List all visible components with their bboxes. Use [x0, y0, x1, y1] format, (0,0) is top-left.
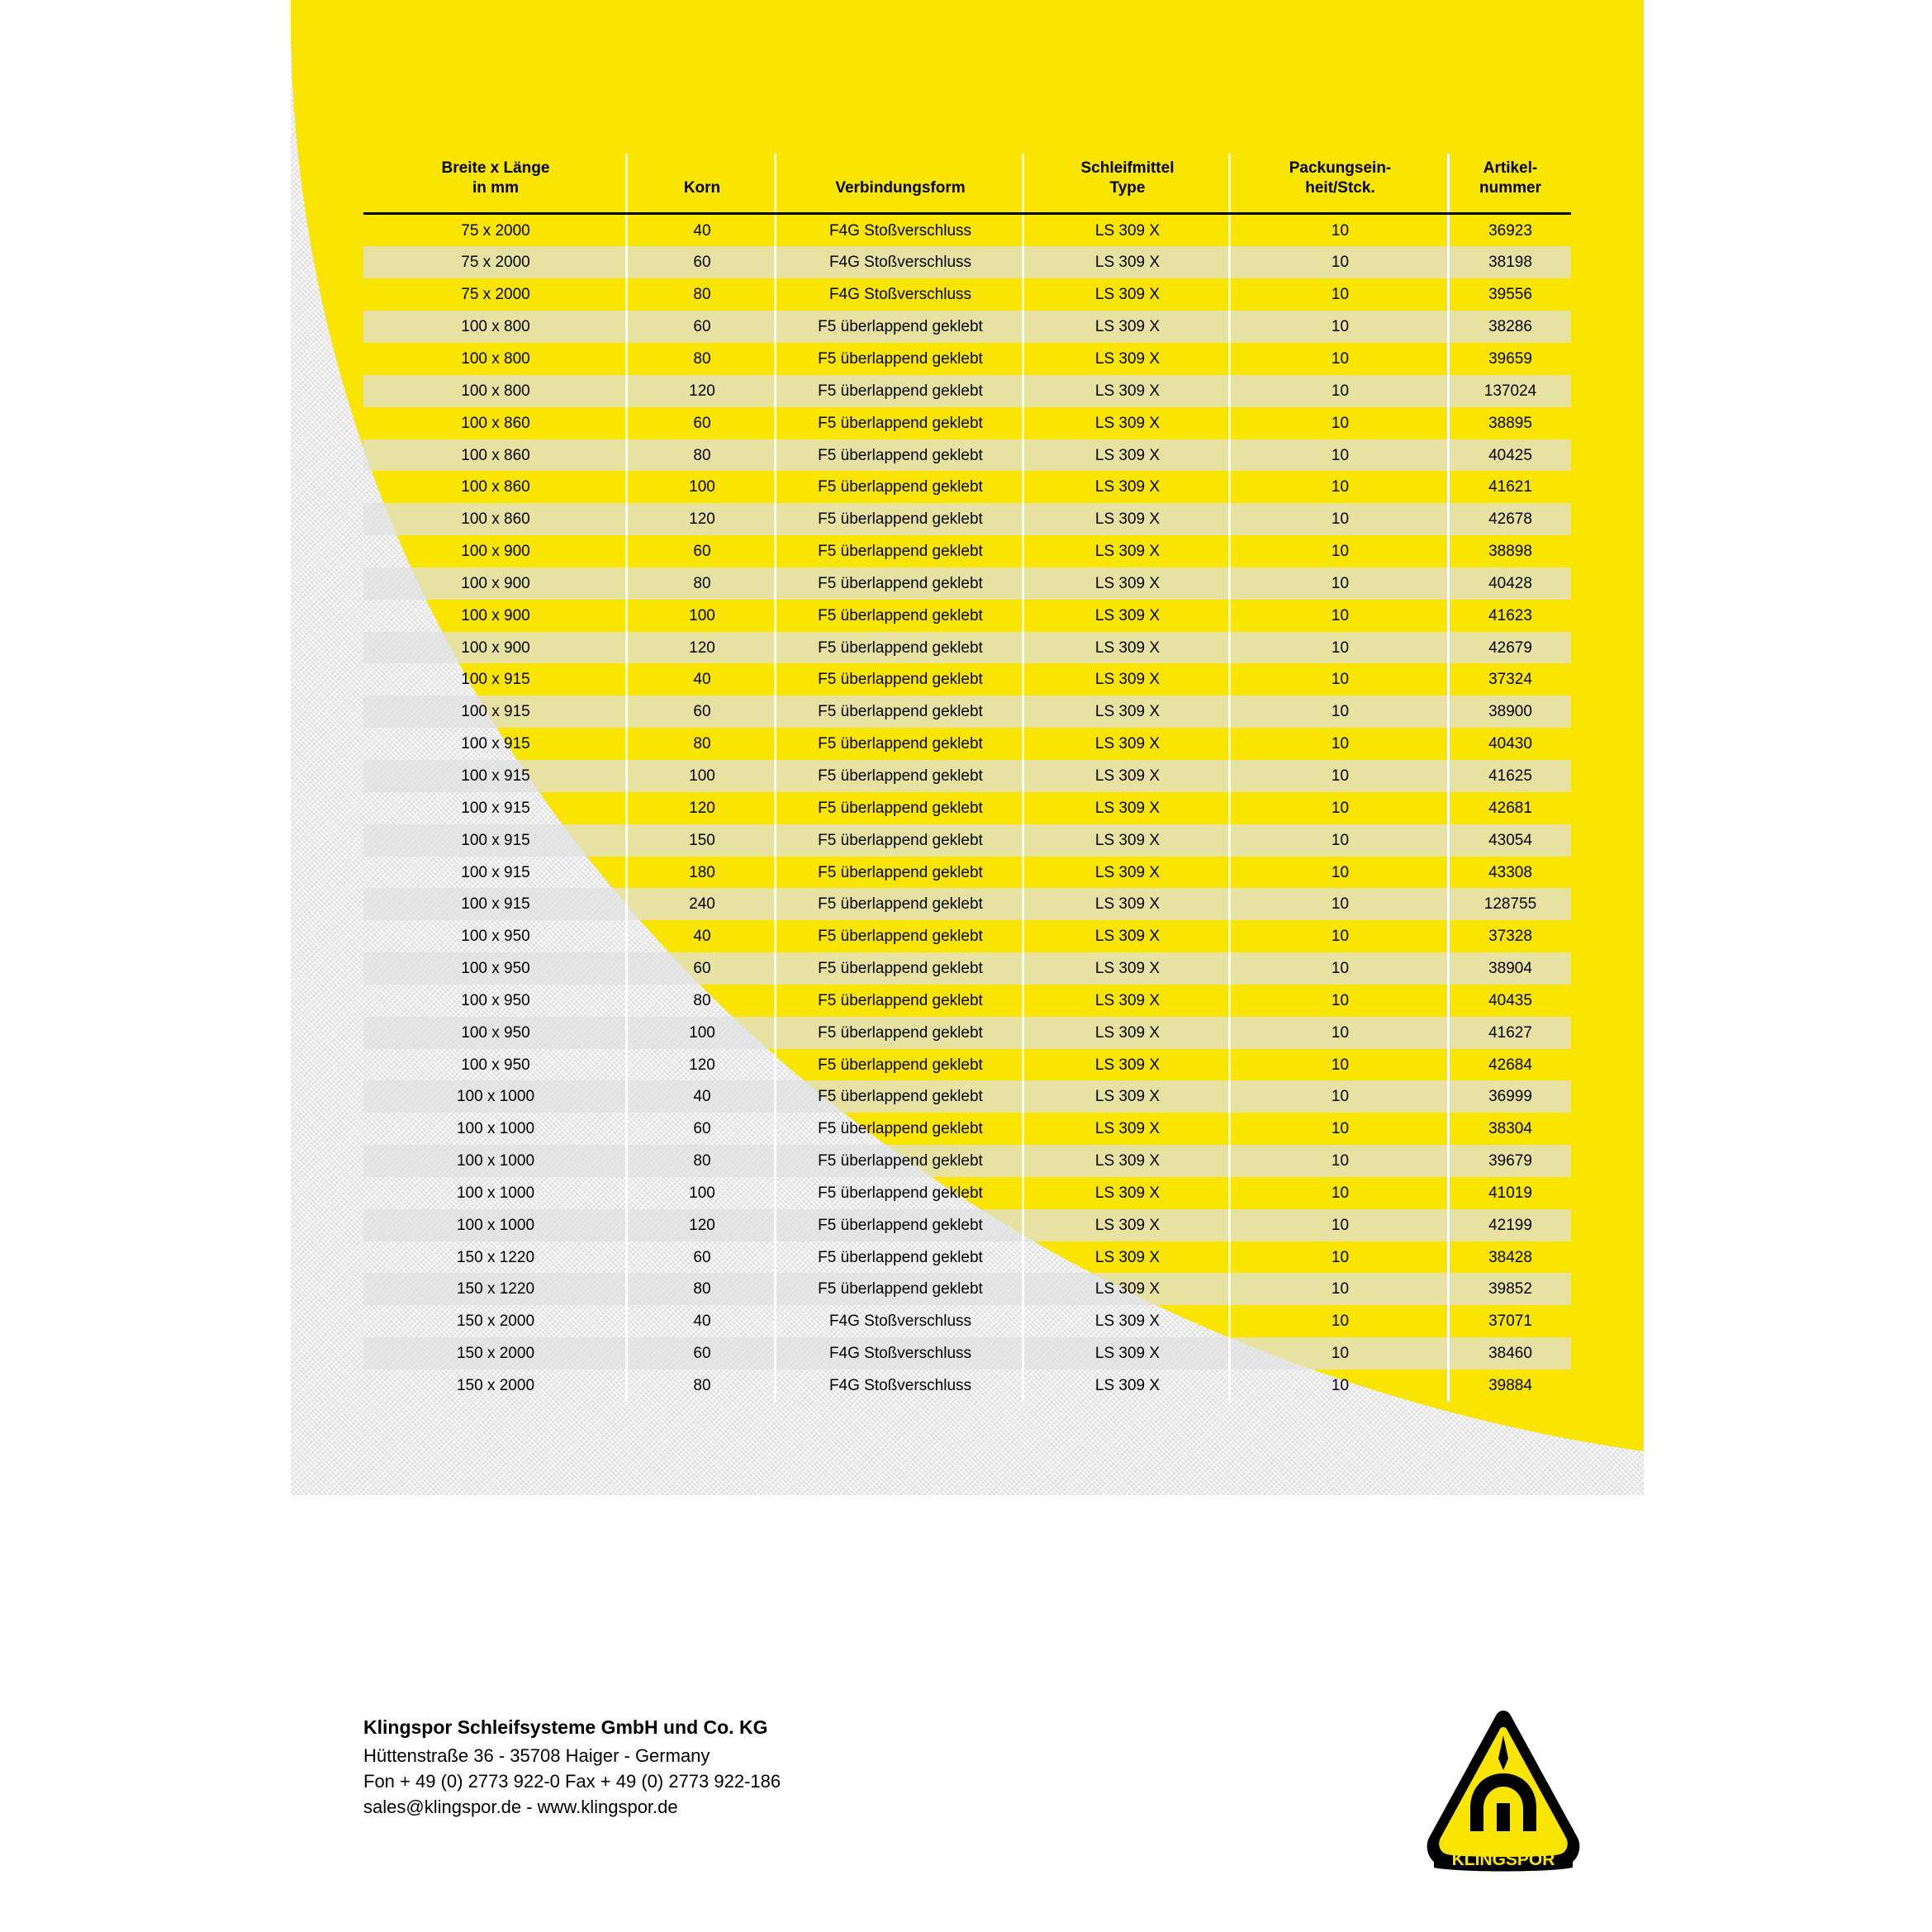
cell-packaging: 10 — [1231, 1145, 1450, 1177]
table-row — [363, 375, 1571, 407]
cell-joint: F5 überlappend geklebt — [776, 1113, 1024, 1145]
cell-joint: F5 überlappend geklebt — [776, 343, 1024, 375]
column-header-joint — [776, 154, 1024, 213]
cell-abrasive: LS 309 X — [1024, 888, 1231, 920]
table-row — [363, 407, 1571, 439]
cell-grit: 100 — [628, 1017, 776, 1049]
cell-size: 100 x 915 — [363, 824, 628, 857]
cell-joint: F5 überlappend geklebt — [776, 1080, 1024, 1113]
cell-article: 43054 — [1450, 824, 1571, 857]
cell-joint: F5 überlappend geklebt — [776, 1177, 1024, 1209]
column-header-packaging — [1231, 154, 1450, 213]
table-row — [363, 1337, 1571, 1369]
cell-grit: 60 — [628, 952, 776, 985]
cell-abrasive: LS 309 X — [1024, 471, 1231, 503]
cell-packaging: 10 — [1231, 343, 1450, 375]
cell-abrasive: LS 309 X — [1024, 1049, 1231, 1081]
cell-abrasive: LS 309 X — [1024, 1145, 1231, 1177]
cell-article: 37328 — [1488, 928, 1532, 946]
cell-article: 41623 — [1488, 606, 1532, 624]
cell-abrasive: LS 309 X — [1024, 213, 1231, 246]
cell-abrasive: LS 309 X — [1024, 663, 1231, 695]
cell-packaging: 10 — [1231, 311, 1450, 343]
cell-packaging: 10 — [1231, 1241, 1450, 1274]
cell-abrasive: LS 309 X — [1024, 343, 1231, 375]
column-header-abrasive-line2: Type — [1109, 179, 1146, 197]
cell-joint: F5 überlappend geklebt — [776, 311, 1024, 343]
cell-abrasive: LS 309 X — [1024, 1369, 1231, 1402]
cell-joint: F5 überlappend geklebt — [776, 920, 1024, 952]
cell-abrasive: LS 309 X — [1024, 920, 1231, 952]
cell-article: 40435 — [1488, 991, 1532, 1009]
cell-abrasive: LS 309 X — [1024, 824, 1231, 857]
cell-article: 38900 — [1450, 695, 1571, 728]
table-row — [363, 760, 1571, 792]
table-row — [363, 503, 1571, 535]
cell-joint: F5 überlappend geklebt — [776, 985, 1024, 1017]
cell-grit: 60 — [628, 535, 776, 567]
cell-size: 100 x 950 — [363, 952, 628, 985]
column-header-packaging-line1: Packungsein- — [1289, 159, 1392, 177]
klingspor-logo — [1421, 1706, 1586, 1875]
cell-article: 39659 — [1488, 350, 1532, 368]
cell-size: 100 x 1000 — [363, 1177, 628, 1209]
cell-size: 100 x 915 — [363, 792, 628, 824]
column-header-abrasive-line1: Schleifmittel — [1080, 159, 1175, 177]
cell-article: 38286 — [1450, 311, 1571, 343]
cell-grit: 120 — [628, 1209, 776, 1241]
cell-size: 100 x 900 — [363, 632, 628, 664]
cell-joint: F5 überlappend geklebt — [776, 663, 1024, 695]
cell-joint: F5 überlappend geklebt — [776, 857, 1024, 889]
table-row — [363, 1369, 1571, 1402]
cell-abrasive: LS 309 X — [1024, 632, 1231, 664]
cell-joint: F5 überlappend geklebt — [776, 1241, 1024, 1274]
table-row — [363, 695, 1571, 728]
cell-abrasive: LS 309 X — [1024, 1209, 1231, 1241]
table-row — [363, 1145, 1571, 1177]
cell-grit: 60 — [628, 246, 776, 278]
cell-article: 36923 — [1488, 221, 1532, 240]
table-row — [363, 663, 1571, 695]
table-row — [363, 600, 1571, 632]
cell-joint: F4G Stoßverschluss — [776, 213, 1024, 246]
table-row — [363, 857, 1571, 889]
table-row — [363, 471, 1571, 503]
cell-grit: 60 — [628, 311, 776, 343]
product-table-container — [363, 154, 1571, 1402]
cell-abrasive: LS 309 X — [1024, 792, 1231, 824]
cell-article: 42681 — [1488, 799, 1532, 817]
column-header-size-line2: in mm — [472, 179, 519, 197]
cell-abrasive: LS 309 X — [1024, 857, 1231, 889]
cell-article: 40425 — [1450, 439, 1571, 472]
cell-article: 38304 — [1488, 1120, 1532, 1138]
cell-abrasive: LS 309 X — [1024, 1177, 1231, 1209]
cell-grit: 100 — [628, 760, 776, 792]
cell-article: 42679 — [1450, 632, 1571, 664]
cell-joint: F4G Stoßverschluss — [776, 278, 1024, 311]
cell-packaging: 10 — [1231, 728, 1450, 760]
cell-packaging: 10 — [1231, 503, 1450, 535]
cell-article: 128755 — [1450, 888, 1571, 920]
table-row — [363, 1305, 1571, 1337]
cell-joint: F5 überlappend geklebt — [776, 407, 1024, 439]
cell-packaging: 10 — [1231, 985, 1450, 1017]
cell-packaging: 10 — [1231, 824, 1450, 857]
cell-joint: F4G Stoßverschluss — [776, 246, 1024, 278]
cell-packaging: 10 — [1231, 439, 1450, 472]
cell-joint: F5 überlappend geklebt — [776, 792, 1024, 824]
cell-packaging: 10 — [1231, 407, 1450, 439]
cell-article: 40428 — [1450, 567, 1571, 600]
cell-abrasive: LS 309 X — [1024, 567, 1231, 600]
cell-joint: F5 überlappend geklebt — [776, 632, 1024, 664]
cell-packaging: 10 — [1231, 567, 1450, 600]
table-row — [363, 1017, 1571, 1049]
table-header-row — [363, 154, 1571, 213]
cell-joint: F5 überlappend geklebt — [776, 600, 1024, 632]
cell-packaging: 10 — [1231, 375, 1450, 407]
cell-packaging: 10 — [1231, 1369, 1450, 1402]
cell-size: 100 x 915 — [363, 695, 628, 728]
cell-size: 100 x 860 — [363, 471, 628, 503]
table-row — [363, 728, 1571, 760]
table-row — [363, 632, 1571, 664]
logo-wordmark: KLINGSPOR — [1451, 1850, 1555, 1869]
cell-article: 38198 — [1450, 246, 1571, 278]
cell-packaging: 10 — [1231, 952, 1450, 985]
cell-abrasive: LS 309 X — [1024, 375, 1231, 407]
cell-packaging: 10 — [1231, 920, 1450, 952]
cell-article: 137024 — [1450, 375, 1571, 407]
cell-grit: 80 — [628, 985, 776, 1017]
cell-joint: F4G Stoßverschluss — [776, 1369, 1024, 1402]
cell-grit: 40 — [628, 1080, 776, 1113]
table-row — [363, 824, 1571, 857]
cell-joint: F4G Stoßverschluss — [776, 1305, 1024, 1337]
table-row — [363, 567, 1571, 600]
cell-size: 100 x 915 — [363, 857, 628, 889]
cell-packaging: 10 — [1231, 1113, 1450, 1145]
cell-size: 100 x 915 — [363, 760, 628, 792]
cell-size: 150 x 2000 — [363, 1337, 628, 1369]
cell-abrasive: LS 309 X — [1024, 311, 1231, 343]
cell-size: 100 x 800 — [363, 343, 628, 375]
cell-size: 100 x 800 — [363, 375, 628, 407]
cell-size: 75 x 2000 — [363, 213, 628, 246]
cell-joint: F5 überlappend geklebt — [776, 439, 1024, 472]
table-row — [363, 246, 1571, 278]
cell-joint: F5 überlappend geklebt — [776, 888, 1024, 920]
cell-article: 42199 — [1450, 1209, 1571, 1241]
cell-grit: 100 — [628, 1177, 776, 1209]
table-row — [363, 439, 1571, 472]
column-header-size — [363, 154, 628, 213]
cell-article: 38428 — [1488, 1248, 1532, 1266]
cell-abrasive: LS 309 X — [1024, 503, 1231, 535]
cell-joint: F5 überlappend geklebt — [776, 535, 1024, 567]
column-header-grit — [628, 154, 776, 213]
cell-abrasive: LS 309 X — [1024, 1337, 1231, 1369]
cell-grit: 180 — [628, 857, 776, 889]
cell-size: 100 x 950 — [363, 1017, 628, 1049]
cell-article: 38898 — [1488, 543, 1532, 561]
cell-abrasive: LS 309 X — [1024, 439, 1231, 472]
klingspor-logo-icon — [1421, 1706, 1586, 1875]
footer-block — [363, 1714, 781, 1820]
cell-joint: F4G Stoßverschluss — [776, 1337, 1024, 1369]
cell-size: 150 x 2000 — [363, 1369, 628, 1402]
cell-grit: 80 — [628, 728, 776, 760]
table-row — [363, 888, 1571, 920]
cell-grit: 120 — [628, 632, 776, 664]
cell-size: 100 x 900 — [363, 567, 628, 600]
cell-packaging: 10 — [1231, 1080, 1450, 1113]
cell-size: 100 x 900 — [363, 600, 628, 632]
cell-grit: 60 — [628, 1241, 776, 1274]
cell-article: 38895 — [1488, 414, 1532, 432]
cell-grit: 40 — [628, 663, 776, 695]
product-table — [363, 154, 1571, 1402]
cell-grit: 60 — [628, 695, 776, 728]
cell-grit: 80 — [628, 343, 776, 375]
cell-grit: 120 — [628, 1049, 776, 1081]
footer-company: Klingspor Schleifsysteme GmbH und Co. KG — [363, 1716, 768, 1738]
cell-article: 42684 — [1488, 1056, 1532, 1074]
cell-grit: 100 — [628, 471, 776, 503]
cell-grit: 100 — [628, 600, 776, 632]
cell-joint: F5 überlappend geklebt — [776, 728, 1024, 760]
cell-size: 100 x 860 — [363, 439, 628, 472]
cell-grit: 40 — [628, 1305, 776, 1337]
cell-abrasive: LS 309 X — [1024, 246, 1231, 278]
cell-packaging: 10 — [1231, 632, 1450, 664]
cell-article: 43308 — [1488, 863, 1532, 881]
cell-joint: F5 überlappend geklebt — [776, 503, 1024, 535]
column-header-grit-line1: Korn — [683, 179, 721, 197]
table-row — [363, 920, 1571, 952]
cell-grit: 80 — [628, 567, 776, 600]
cell-abrasive: LS 309 X — [1024, 1305, 1231, 1337]
cell-packaging: 10 — [1231, 471, 1450, 503]
cell-size: 100 x 1000 — [363, 1113, 628, 1145]
cell-grit: 120 — [628, 375, 776, 407]
cell-grit: 80 — [628, 1273, 776, 1305]
table-row — [363, 952, 1571, 985]
column-header-article — [1450, 154, 1571, 213]
cell-abrasive: LS 309 X — [1024, 407, 1231, 439]
table-row — [363, 311, 1571, 343]
cell-packaging: 10 — [1231, 1049, 1450, 1081]
cell-article: 41627 — [1450, 1017, 1571, 1049]
cell-article: 38460 — [1450, 1337, 1571, 1369]
cell-packaging: 10 — [1231, 1017, 1450, 1049]
column-header-packaging-line2: heit/Stck. — [1305, 179, 1375, 197]
column-header-article-line1: Artikel- — [1483, 159, 1538, 177]
cell-abrasive: LS 309 X — [1024, 278, 1231, 311]
cell-article: 36999 — [1450, 1080, 1571, 1113]
cell-grit: 120 — [628, 792, 776, 824]
column-header-abrasive — [1024, 154, 1231, 213]
cell-joint: F5 überlappend geklebt — [776, 375, 1024, 407]
cell-article: 38904 — [1450, 952, 1571, 985]
cell-grit: 80 — [628, 1145, 776, 1177]
cell-packaging: 10 — [1231, 857, 1450, 889]
column-header-article-line2: nummer — [1479, 179, 1541, 197]
cell-size: 100 x 800 — [363, 311, 628, 343]
table-row — [363, 1241, 1571, 1274]
cell-packaging: 10 — [1231, 1209, 1450, 1241]
cell-packaging: 10 — [1231, 792, 1450, 824]
cell-joint: F5 überlappend geklebt — [776, 1273, 1024, 1305]
cell-joint: F5 überlappend geklebt — [776, 952, 1024, 985]
table-row — [363, 213, 1571, 246]
table-row — [363, 985, 1571, 1017]
cell-abrasive: LS 309 X — [1024, 728, 1231, 760]
cell-packaging: 10 — [1231, 1337, 1450, 1369]
cell-size: 75 x 2000 — [363, 246, 628, 278]
page-margin-bottom — [0, 1495, 1932, 1932]
cell-article: 41625 — [1450, 760, 1571, 792]
cell-joint: F5 überlappend geklebt — [776, 1049, 1024, 1081]
cell-abrasive: LS 309 X — [1024, 600, 1231, 632]
cell-article: 39679 — [1450, 1145, 1571, 1177]
cell-joint: F5 überlappend geklebt — [776, 760, 1024, 792]
cell-grit: 80 — [628, 1369, 776, 1402]
cell-packaging: 10 — [1231, 246, 1450, 278]
column-header-joint-line1: Verbindungsform — [835, 179, 966, 197]
cell-joint: F5 überlappend geklebt — [776, 567, 1024, 600]
cell-abrasive: LS 309 X — [1024, 985, 1231, 1017]
cell-size: 100 x 1000 — [363, 1209, 628, 1241]
cell-packaging: 10 — [1231, 695, 1450, 728]
footer-contact: sales@klingspor.de - www.klingspor.de — [363, 1797, 678, 1818]
cell-size: 100 x 900 — [363, 535, 628, 567]
cell-article: 41019 — [1488, 1184, 1532, 1202]
cell-size: 100 x 950 — [363, 1049, 628, 1081]
table-header — [363, 154, 1571, 213]
cell-grit: 60 — [628, 1113, 776, 1145]
cell-joint: F5 überlappend geklebt — [776, 1209, 1024, 1241]
cell-article: 40430 — [1488, 735, 1532, 753]
cell-joint: F5 überlappend geklebt — [776, 1145, 1024, 1177]
cell-abrasive: LS 309 X — [1024, 1241, 1231, 1274]
table-row — [363, 1209, 1571, 1241]
cell-abrasive: LS 309 X — [1024, 535, 1231, 567]
cell-grit: 40 — [628, 920, 776, 952]
cell-size: 100 x 950 — [363, 985, 628, 1017]
cell-abrasive: LS 309 X — [1024, 1273, 1231, 1305]
cell-abrasive: LS 309 X — [1024, 1113, 1231, 1145]
cell-abrasive: LS 309 X — [1024, 952, 1231, 985]
cell-packaging: 10 — [1231, 888, 1450, 920]
cell-article: 37324 — [1488, 671, 1532, 689]
cell-packaging: 10 — [1231, 663, 1450, 695]
cell-grit: 60 — [628, 407, 776, 439]
cell-abrasive: LS 309 X — [1024, 1080, 1231, 1113]
cell-size: 100 x 950 — [363, 920, 628, 952]
cell-size: 100 x 915 — [363, 728, 628, 760]
cell-abrasive: LS 309 X — [1024, 1017, 1231, 1049]
table-body — [363, 213, 1571, 1402]
cell-grit: 80 — [628, 278, 776, 311]
footer-phone: Fon + 49 (0) 2773 922-0 Fax + 49 (0) 2773 922-186 — [363, 1770, 781, 1792]
cell-joint: F5 überlappend geklebt — [776, 695, 1024, 728]
cell-grit: 60 — [628, 1337, 776, 1369]
cell-size: 100 x 915 — [363, 888, 628, 920]
table-row — [363, 1049, 1571, 1081]
cell-size: 100 x 1000 — [363, 1080, 628, 1113]
cell-size: 75 x 2000 — [363, 278, 628, 311]
cell-article: 37071 — [1488, 1313, 1532, 1331]
cell-abrasive: LS 309 X — [1024, 695, 1231, 728]
table-row — [363, 535, 1571, 567]
cell-size: 150 x 2000 — [363, 1305, 628, 1337]
cell-grit: 80 — [628, 439, 776, 472]
cell-packaging: 10 — [1231, 1305, 1450, 1337]
cell-size: 150 x 1220 — [363, 1241, 628, 1274]
cell-joint: F5 überlappend geklebt — [776, 1017, 1024, 1049]
table-row — [363, 1080, 1571, 1113]
table-row — [363, 278, 1571, 311]
table-row — [363, 1113, 1571, 1145]
cell-packaging: 10 — [1231, 600, 1450, 632]
cell-packaging: 10 — [1231, 535, 1450, 567]
table-row — [363, 1273, 1571, 1305]
cell-grit: 240 — [628, 888, 776, 920]
cell-grit: 120 — [628, 503, 776, 535]
cell-grit: 40 — [628, 213, 776, 246]
cell-size: 150 x 1220 — [363, 1273, 628, 1305]
cell-packaging: 10 — [1231, 213, 1450, 246]
cell-packaging: 10 — [1231, 760, 1450, 792]
cell-size: 100 x 860 — [363, 503, 628, 535]
cell-grit: 150 — [628, 824, 776, 857]
cell-packaging: 10 — [1231, 1273, 1450, 1305]
table-row — [363, 792, 1571, 824]
cell-article: 39556 — [1488, 286, 1532, 304]
cell-article: 42678 — [1450, 503, 1571, 535]
cell-article: 41621 — [1488, 478, 1532, 496]
footer-address: Hüttenstraße 36 - 35708 Haiger - Germany — [363, 1744, 710, 1766]
cell-packaging: 10 — [1231, 1177, 1450, 1209]
column-header-size-line1: Breite x Länge — [441, 159, 550, 177]
cell-size: 100 x 915 — [363, 663, 628, 695]
cell-abrasive: LS 309 X — [1024, 760, 1231, 792]
cell-article: 39884 — [1488, 1377, 1532, 1394]
cell-joint: F5 überlappend geklebt — [776, 824, 1024, 857]
cell-joint: F5 überlappend geklebt — [776, 471, 1024, 503]
table-row — [363, 1177, 1571, 1209]
cell-packaging: 10 — [1231, 278, 1450, 311]
cell-size: 100 x 860 — [363, 407, 628, 439]
cell-size: 100 x 1000 — [363, 1145, 628, 1177]
table-row — [363, 343, 1571, 375]
cell-article: 39852 — [1450, 1273, 1571, 1305]
